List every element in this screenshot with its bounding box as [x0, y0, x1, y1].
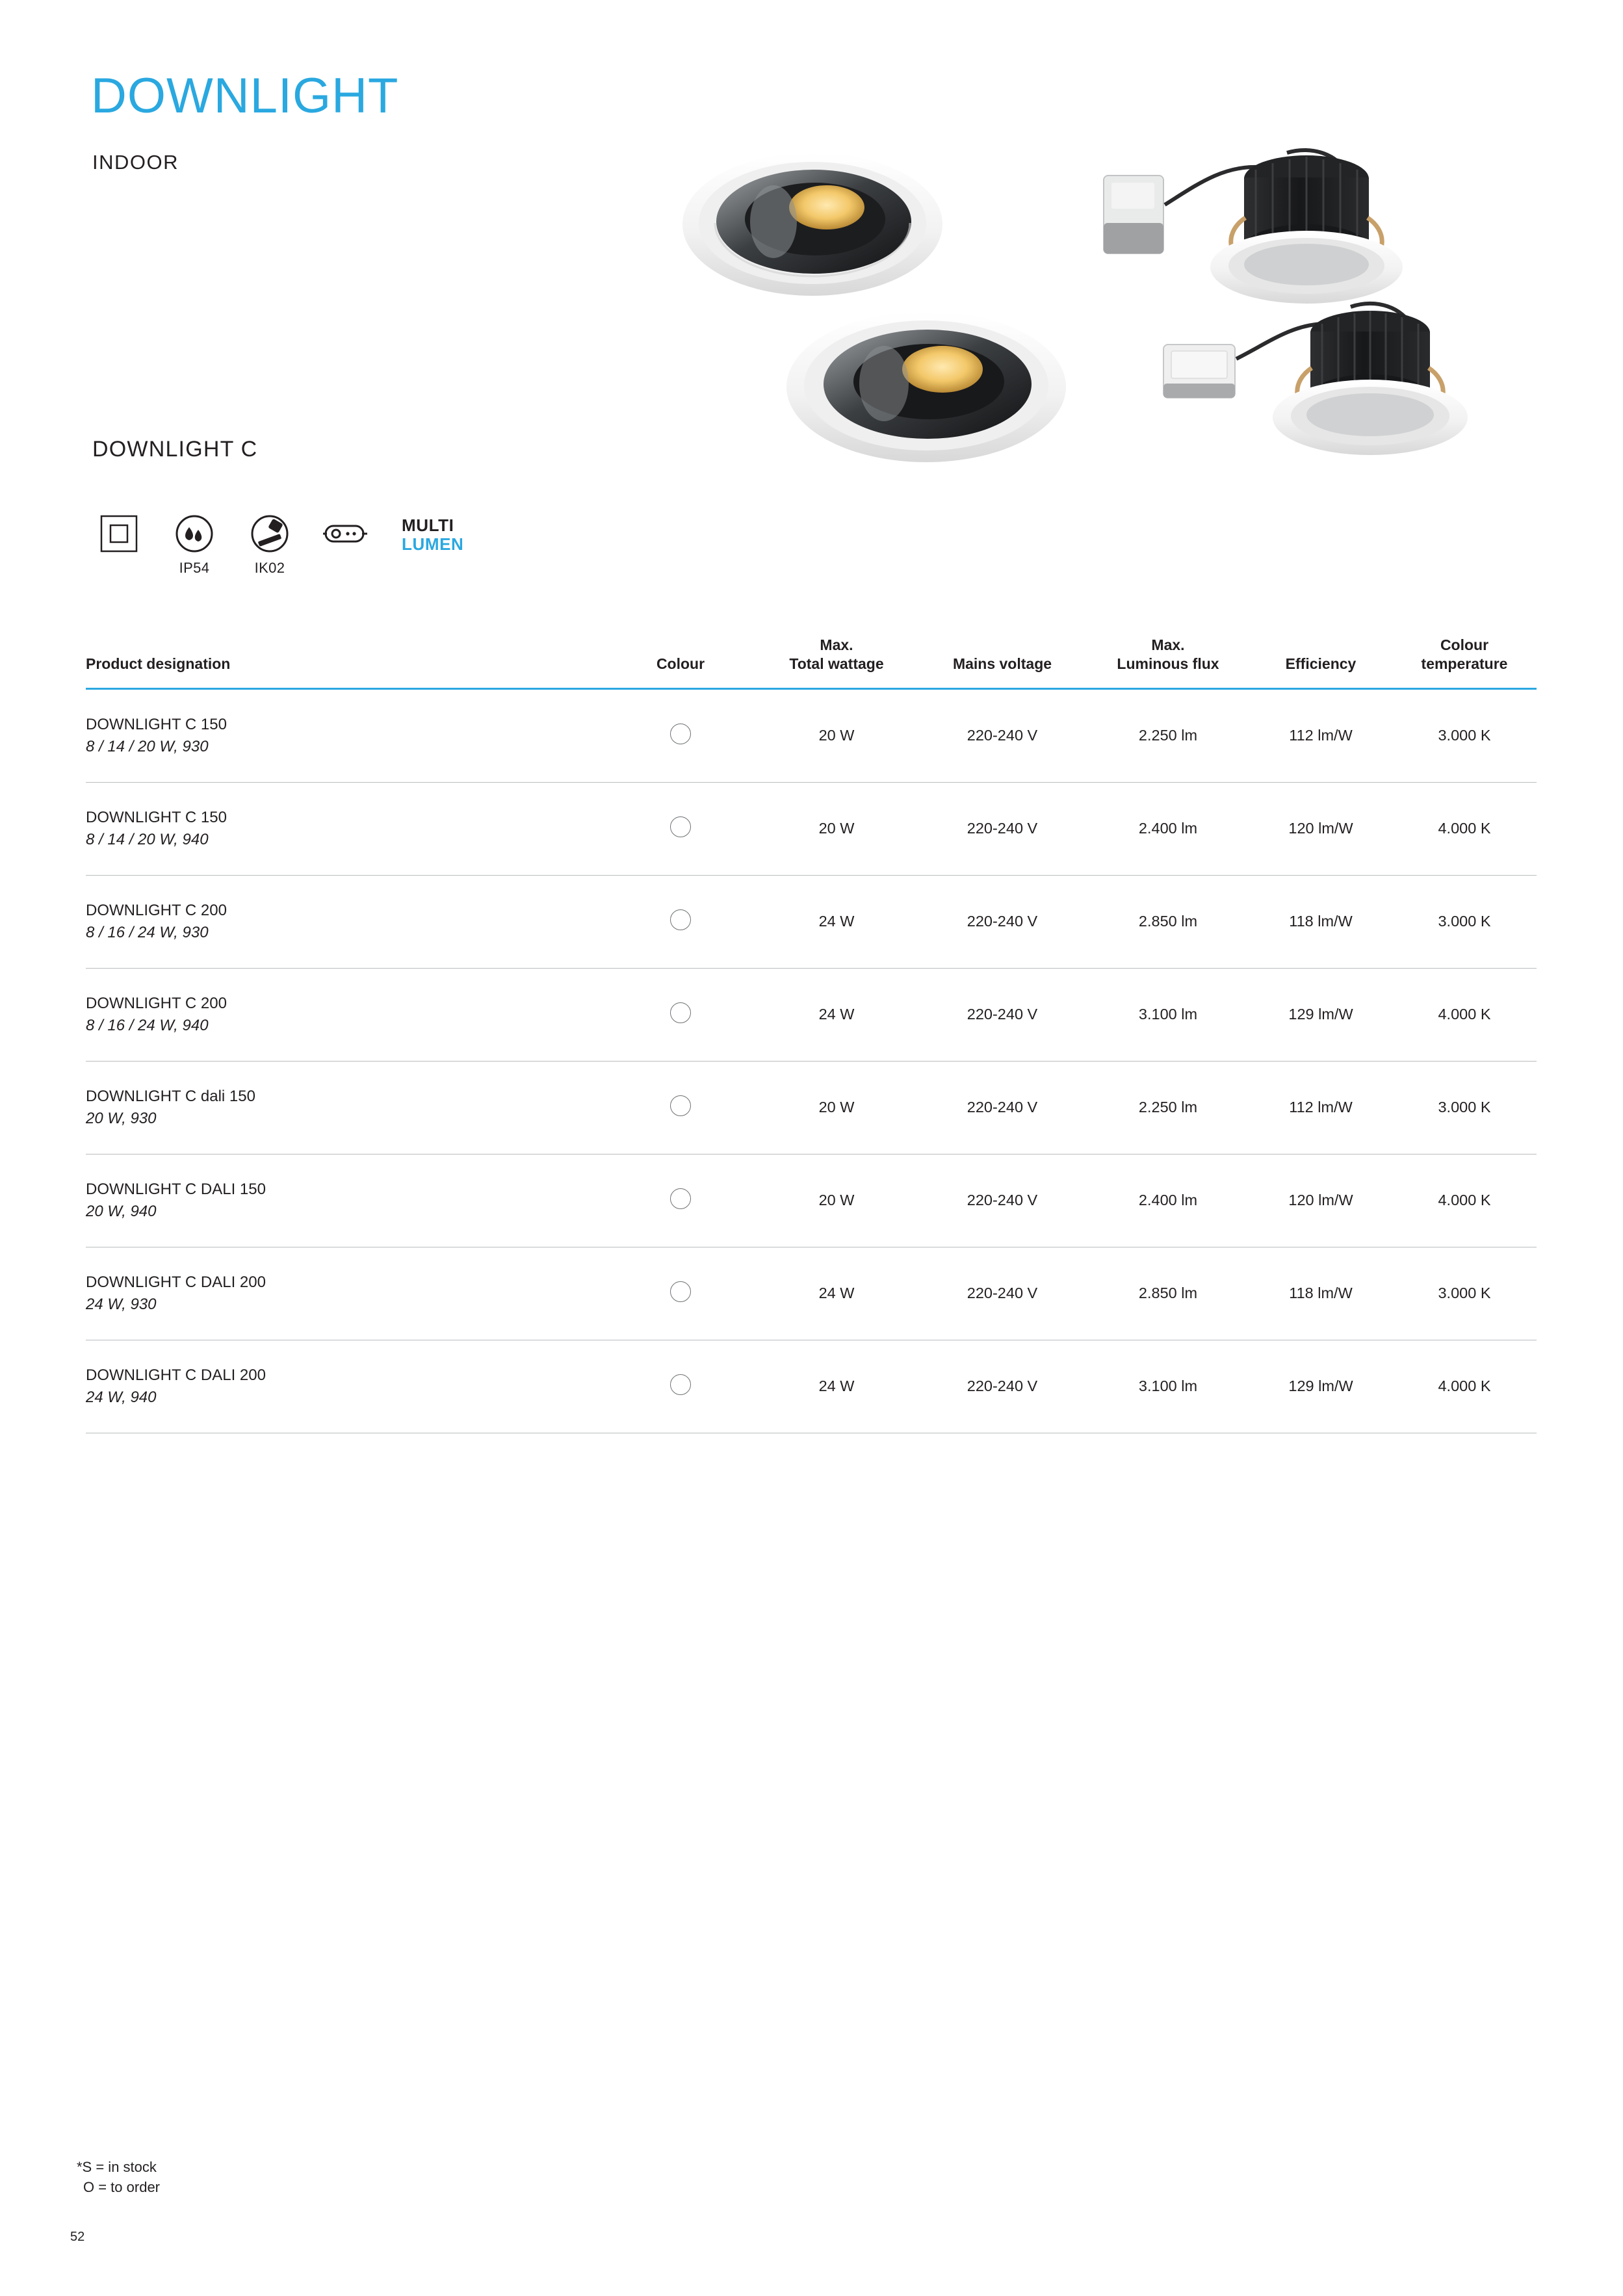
led-driver-box	[1104, 176, 1163, 254]
badge-ik-rating	[243, 514, 296, 577]
footnote-to-order: O = to order	[83, 2179, 161, 2196]
cell-product-designation	[86, 688, 606, 782]
column-header-temp-line1: Colour	[1440, 636, 1489, 653]
column-header-wattage-line1: Max.	[820, 636, 853, 653]
table-header	[86, 636, 1537, 688]
cell-mains-voltage: 220-240 V	[967, 1192, 1038, 1208]
product-name: DOWNLIGHT C 150	[86, 716, 227, 734]
cell-colour-temperature: 3.000 K	[1438, 1099, 1491, 1115]
badge-ik-rating-label: IK02	[254, 560, 285, 576]
cell-colour	[606, 1247, 755, 1340]
table-row	[86, 1340, 1537, 1433]
footnote-in-stock: *S = in stock	[77, 2159, 157, 2175]
cell-efficiency: 112 lm/W	[1289, 1099, 1353, 1115]
page-title: DOWNLIGHT	[91, 68, 399, 124]
led-driver-box-2	[1163, 345, 1235, 398]
impact-hammer-ik-icon	[250, 514, 289, 554]
column-header-flux-line2: Luminous flux	[1117, 655, 1219, 672]
cell-efficiency: 112 lm/W	[1289, 727, 1353, 744]
cell-colour-temperature: 3.000 K	[1438, 1285, 1491, 1301]
cell-colour	[606, 782, 755, 875]
specification-table	[86, 636, 1537, 1433]
colour-swatch-white-icon	[670, 1188, 691, 1209]
badge-protection-class	[92, 514, 146, 560]
column-header-colour-temperature	[1392, 636, 1537, 688]
cell-mains-voltage: 220-240 V	[967, 1285, 1038, 1301]
colour-swatch-white-icon	[670, 1002, 691, 1023]
product-variant: 20 W, 940	[86, 1202, 157, 1220]
table-header-row	[86, 636, 1537, 688]
cell-max-luminous-flux: 2.400 lm	[1138, 1192, 1198, 1208]
cell-mains-voltage: 220-240 V	[967, 727, 1038, 744]
downlight-module-top-right	[1104, 150, 1403, 304]
product-name: DOWNLIGHT C DALI 200	[86, 1366, 266, 1385]
downlight-open-bottom	[786, 311, 1066, 462]
table-row	[86, 968, 1537, 1061]
column-header-colour: Colour	[656, 655, 705, 672]
badge-driver	[318, 514, 372, 560]
product-variant: 20 W, 930	[86, 1109, 157, 1127]
page-subtitle: INDOOR	[92, 151, 179, 174]
product-family-heading: DOWNLIGHT C	[92, 437, 258, 462]
table-row	[86, 875, 1537, 968]
product-name: DOWNLIGHT C 200	[86, 902, 227, 920]
cell-efficiency: 120 lm/W	[1288, 1192, 1353, 1208]
multi-lumen-badge	[402, 516, 463, 554]
colour-swatch-white-icon	[670, 816, 691, 837]
cell-mains-voltage: 220-240 V	[967, 1377, 1038, 1394]
cell-max-total-wattage: 20 W	[818, 820, 855, 837]
column-header-efficiency: Efficiency	[1285, 655, 1357, 672]
product-variant: 8 / 14 / 20 W, 940	[86, 830, 209, 848]
colour-swatch-white-icon	[670, 724, 691, 744]
cell-product-designation	[86, 782, 606, 875]
page-number: 52	[70, 2230, 85, 2244]
column-header-max-luminous-flux	[1087, 636, 1249, 688]
product-name: DOWNLIGHT C DALI 200	[86, 1273, 266, 1292]
cell-max-total-wattage: 24 W	[818, 1006, 855, 1023]
badge-ip-rating	[168, 514, 221, 577]
cell-efficiency: 118 lm/W	[1289, 913, 1353, 930]
downlight-open-top	[682, 153, 942, 296]
cell-colour	[606, 1154, 755, 1247]
product-name: DOWNLIGHT C dali 150	[86, 1088, 255, 1106]
cell-efficiency: 118 lm/W	[1289, 1285, 1353, 1301]
table-row	[86, 688, 1537, 782]
column-header-wattage-line2: Total wattage	[789, 655, 884, 672]
cell-product-designation	[86, 1061, 606, 1154]
cell-product-designation	[86, 1340, 606, 1433]
cell-colour-temperature: 4.000 K	[1438, 1006, 1491, 1023]
cell-max-luminous-flux: 2.250 lm	[1138, 1099, 1198, 1115]
cell-max-total-wattage: 24 W	[818, 913, 855, 930]
cell-max-luminous-flux: 2.250 lm	[1138, 727, 1198, 744]
table-row	[86, 1061, 1537, 1154]
cell-colour-temperature: 3.000 K	[1438, 727, 1491, 744]
cell-colour	[606, 688, 755, 782]
colour-swatch-white-icon	[670, 1095, 691, 1116]
table-row	[86, 1154, 1537, 1247]
product-variant: 24 W, 940	[86, 1388, 157, 1406]
badge-ip-rating-label: IP54	[179, 560, 210, 576]
cell-colour	[606, 1061, 755, 1154]
protection-class-2-icon	[100, 514, 138, 554]
cell-max-total-wattage: 20 W	[818, 727, 855, 744]
product-variant: 8 / 16 / 24 W, 930	[86, 923, 209, 941]
cell-colour	[606, 968, 755, 1061]
cell-colour-temperature: 4.000 K	[1438, 1192, 1491, 1208]
cell-max-total-wattage: 20 W	[818, 1099, 855, 1115]
column-header-temp-line2: temperature	[1421, 655, 1508, 672]
product-photo-group	[663, 140, 1482, 536]
cell-efficiency: 129 lm/W	[1288, 1377, 1353, 1394]
multi-lumen-line2: LUMEN	[402, 534, 464, 554]
cell-colour-temperature: 3.000 K	[1438, 913, 1491, 930]
colour-swatch-white-icon	[670, 1281, 691, 1302]
cell-mains-voltage: 220-240 V	[967, 913, 1038, 930]
colour-swatch-white-icon	[670, 909, 691, 930]
cell-product-designation	[86, 1154, 606, 1247]
product-variant: 24 W, 930	[86, 1295, 157, 1313]
product-name: DOWNLIGHT C 200	[86, 995, 227, 1013]
column-header-product-designation: Product designation	[86, 655, 231, 672]
cell-efficiency: 120 lm/W	[1288, 820, 1353, 837]
specification-table-wrapper	[86, 636, 1537, 1433]
cell-mains-voltage: 220-240 V	[967, 1099, 1038, 1115]
cell-max-total-wattage: 24 W	[818, 1285, 855, 1301]
downlight-module-bottom-right	[1163, 304, 1468, 455]
cell-max-luminous-flux: 2.400 lm	[1138, 820, 1198, 837]
product-name: DOWNLIGHT C 150	[86, 809, 227, 827]
water-drop-ip-icon	[175, 514, 214, 554]
cell-max-total-wattage: 20 W	[818, 1192, 855, 1208]
cell-colour-temperature: 4.000 K	[1438, 1377, 1491, 1394]
column-header-max-total-wattage	[755, 636, 918, 688]
cell-max-luminous-flux: 2.850 lm	[1138, 1285, 1198, 1301]
column-header-mains-voltage: Mains voltage	[952, 655, 1052, 672]
cell-colour-temperature: 4.000 K	[1438, 820, 1491, 837]
cell-mains-voltage: 220-240 V	[967, 1006, 1038, 1023]
table-row	[86, 1247, 1537, 1340]
cell-product-designation	[86, 875, 606, 968]
column-header-flux-line1: Max.	[1151, 636, 1185, 653]
cell-product-designation	[86, 968, 606, 1061]
cell-efficiency: 129 lm/W	[1288, 1006, 1353, 1023]
table-row	[86, 782, 1537, 875]
cell-product-designation	[86, 1247, 606, 1340]
product-variant: 8 / 16 / 24 W, 940	[86, 1016, 209, 1034]
feature-icon-strip	[92, 514, 463, 577]
footnotes	[77, 2157, 160, 2197]
colour-swatch-white-icon	[670, 1374, 691, 1395]
cell-mains-voltage: 220-240 V	[967, 820, 1038, 837]
driver-box-icon	[323, 514, 367, 554]
cell-max-luminous-flux: 2.850 lm	[1138, 913, 1198, 930]
table-body	[86, 688, 1537, 1433]
cell-max-total-wattage: 24 W	[818, 1377, 855, 1394]
cell-colour	[606, 875, 755, 968]
product-name: DOWNLIGHT C DALI 150	[86, 1181, 266, 1199]
cell-colour	[606, 1340, 755, 1433]
cell-max-luminous-flux: 3.100 lm	[1138, 1006, 1198, 1023]
multi-lumen-line1: MULTI	[402, 515, 454, 535]
cell-max-luminous-flux: 3.100 lm	[1138, 1377, 1198, 1394]
product-variant: 8 / 14 / 20 W, 930	[86, 737, 209, 755]
